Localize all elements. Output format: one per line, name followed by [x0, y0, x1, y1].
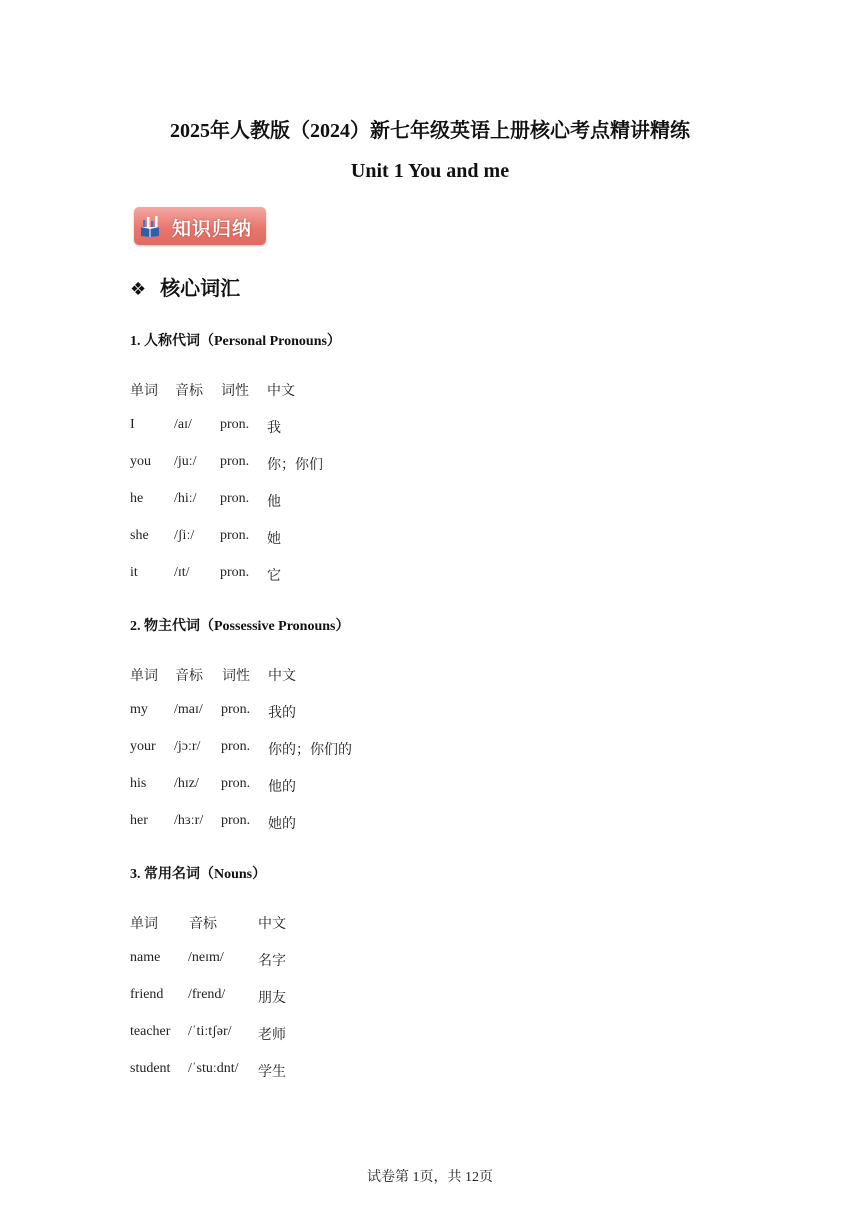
pos-cell: pron. [220, 454, 250, 469]
column-header: 音标 [189, 917, 217, 932]
column-header: 中文 [268, 669, 296, 684]
pos-cell: pron. [221, 776, 251, 791]
column-header: 音标 [175, 384, 203, 399]
phonetic-cell: /hiː/ [174, 491, 197, 506]
badge-label: 知识归纳 [172, 218, 253, 240]
section-heading-label: 核心词汇 [160, 276, 241, 300]
word-cell: he [130, 491, 144, 506]
word-cell: name [130, 950, 161, 965]
phonetic-cell: /maɪ/ [174, 702, 203, 717]
group-heading-personal-pronouns: 1. 人称代词（Personal Pronouns） [130, 334, 341, 349]
word-cell: student [130, 1061, 171, 1076]
phonetic-cell: /neɪm/ [188, 950, 224, 965]
column-header: 词性 [222, 669, 250, 684]
column-header: 中文 [258, 917, 286, 932]
unit-title: Unit 1 You and me [350, 160, 510, 182]
meaning-cell: 老师 [258, 1028, 286, 1043]
word-cell: his [130, 776, 147, 791]
meaning-cell: 我 [267, 421, 281, 436]
book-chart-icon [140, 215, 160, 237]
pos-cell: pron. [221, 813, 251, 828]
column-header: 词性 [221, 384, 249, 399]
meaning-cell: 你的；你们的 [268, 743, 352, 758]
word-cell: friend [130, 987, 164, 1002]
word-cell: her [130, 813, 148, 828]
column-header: 单词 [130, 669, 158, 684]
word-cell: you [130, 454, 151, 469]
meaning-cell: 他 [267, 495, 281, 510]
meaning-cell: 我的 [268, 706, 296, 721]
phonetic-cell: /juː/ [174, 454, 197, 469]
word-cell: I [130, 417, 135, 432]
meaning-cell: 他的 [268, 780, 296, 795]
knowledge-summary-badge [134, 207, 266, 245]
section-heading [130, 272, 240, 301]
phonetic-cell: /ˈtiːtʃər/ [188, 1024, 232, 1039]
column-header: 中文 [267, 384, 295, 399]
meaning-cell: 朋友 [258, 991, 286, 1006]
phonetic-cell: /hɪz/ [174, 776, 199, 791]
group-heading-possessive-pronouns: 2. 物主代词（Possessive Pronouns） [130, 619, 350, 634]
word-cell: my [130, 702, 148, 717]
pos-cell: pron. [221, 739, 251, 754]
document-title: 2025年人教版（2024）新七年级英语上册核心考点精讲精练 [170, 120, 690, 142]
page-footer: 试卷第 1页，共 12页 [367, 1170, 493, 1185]
column-header: 音标 [175, 669, 203, 684]
word-cell: your [130, 739, 156, 754]
pos-cell: pron. [221, 702, 251, 717]
word-cell: teacher [130, 1024, 171, 1039]
word-cell: she [130, 528, 149, 543]
meaning-cell: 她的 [268, 817, 296, 832]
column-header: 单词 [130, 384, 158, 399]
column-header: 单词 [130, 917, 158, 932]
group-heading-nouns: 3. 常用名词（Nouns） [130, 867, 267, 882]
meaning-cell: 它 [267, 569, 281, 584]
diamond-bullet-icon: ❖ [130, 279, 147, 300]
meaning-cell: 她 [267, 532, 281, 547]
phonetic-cell: /frend/ [188, 987, 226, 1002]
pos-cell: pron. [220, 491, 250, 506]
word-cell: it [130, 565, 138, 580]
pos-cell: pron. [220, 528, 250, 543]
phonetic-cell: /ˈstuːdnt/ [188, 1061, 239, 1076]
meaning-cell: 名字 [258, 954, 286, 969]
meaning-cell: 学生 [258, 1065, 286, 1080]
pos-cell: pron. [220, 417, 250, 432]
phonetic-cell: /jɔːr/ [174, 739, 201, 754]
phonetic-cell: /hɜːr/ [174, 813, 204, 828]
phonetic-cell: /ʃiː/ [174, 528, 195, 543]
meaning-cell: 你；你们 [267, 458, 323, 473]
phonetic-cell: /aɪ/ [174, 417, 192, 432]
phonetic-cell: /ɪt/ [174, 565, 190, 580]
pos-cell: pron. [220, 565, 250, 580]
